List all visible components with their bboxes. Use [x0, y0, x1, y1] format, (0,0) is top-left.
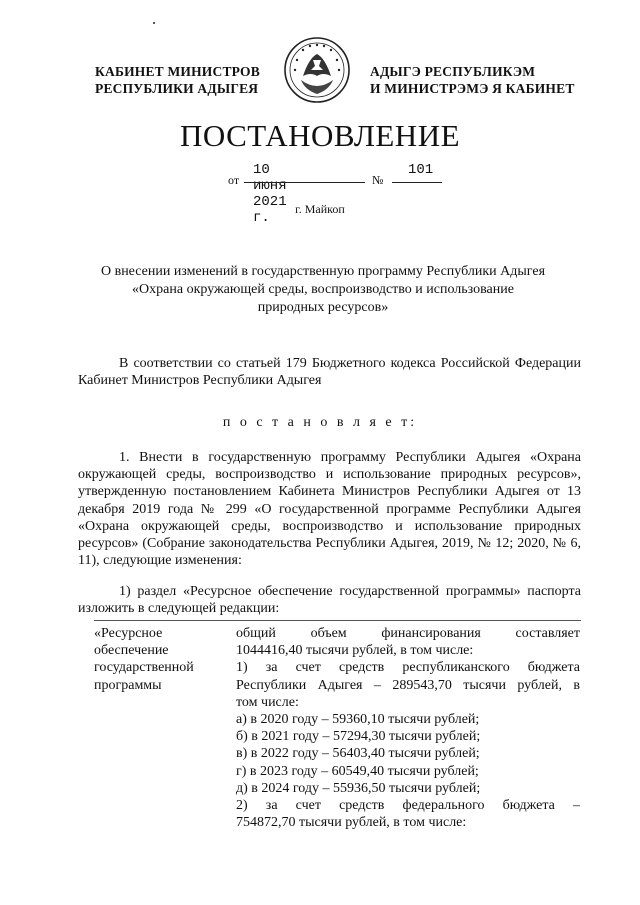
clause-1-1-paragraph: 1) раздел «Ресурсное обеспечение государственной программы» паспорта изложить в следующей редакции:: [78, 584, 581, 617]
resource-table-value-cell: [236, 625, 580, 831]
table-value-line: а) в 2020 году – 59360,10 тысячи рублей;: [236, 712, 480, 728]
subject-line-3: природных ресурсов»: [257, 300, 389, 315]
decree-date: 10 июня 2021 г.: [253, 162, 287, 226]
coat-of-arms-emblem-icon: [283, 36, 351, 104]
decree-word: п о с т а н о в л я е т:: [222, 415, 418, 430]
number-label: №: [372, 173, 384, 187]
table-value-line: Республики Адыгея – 289543,70 тысячи рублей, в: [236, 677, 580, 693]
table-value-line: 1) за счет средств республиканского бюджета: [236, 660, 580, 676]
table-label-line: обеспечение: [94, 643, 169, 659]
city-name: г. Майкоп: [295, 202, 345, 216]
subject-line-1: О внесении изменений в государственную программу Республики Адыгея: [100, 264, 546, 279]
table-label-line: государственной: [94, 660, 194, 676]
table-label-line: программы: [94, 677, 162, 693]
date-underline: [244, 182, 365, 183]
table-value-line: 2) за счет средств федерального бюджета –: [236, 798, 580, 814]
header-right-line1: АДЫГЭ РЕСПУБЛИКЭМ: [370, 64, 536, 79]
table-value-line: г) в 2023 году – 60549,40 тысячи рублей;: [236, 763, 479, 779]
decree-subject: [78, 263, 568, 317]
subject-line-2: «Охрана окружающей среды, воспроизводство и использование: [132, 282, 514, 297]
header-left-line2: РЕСПУБЛИКИ АДЫГЕЯ: [95, 81, 259, 96]
from-label: от: [228, 173, 240, 187]
table-value-line: 1044416,40 тысячи рублей, в том числе:: [236, 643, 474, 659]
header-left: [95, 63, 260, 97]
table-value-line: в) в 2022 году – 56403,40 тысячи рублей;: [236, 746, 480, 762]
header-left-line1: КАБИНЕТ МИНИСТРОВ: [95, 64, 260, 79]
table-value-line: том числе:: [236, 694, 299, 710]
table-label-line: «Ресурсное: [94, 626, 163, 641]
document-title: ПОСТАНОВЛЕНИЕ: [179, 118, 461, 153]
clause-1-paragraph: 1. Внести в государственную программу Республики Адыгея «Охрана окружающей среды, воспроизводство и использование природных ресурсов», утвержденную постановлением Кабинета Министров Республики Адыгея от 13 декабря 2019 года № 299 «О государственной программе Республики Адыгея «Охрана окружающей среды, воспроизводство и использование природных ресурсов» (Собрание законодательства Республики Адыгея, 2019, № 12; 2020, № 6, 11), следующие изменения:: [78, 450, 581, 569]
table-value-line: б) в 2021 году – 57294,30 тысячи рублей;: [236, 729, 481, 745]
header-right: [370, 63, 575, 97]
header-right-line2: И МИНИСТРЭМЭ Я КАБИНЕТ: [370, 81, 575, 96]
decree-number: 101: [408, 162, 434, 178]
table-value-line: 754872,70 тысячи рублей, в том числе:: [236, 815, 467, 831]
number-underline: [392, 182, 442, 183]
table-top-border: [94, 620, 581, 621]
scan-speck: [153, 22, 155, 24]
preamble-paragraph: В соответствии со статьей 179 Бюджетного кодекса Российской Федерации Кабинет Министров Республики Адыгея: [78, 356, 581, 389]
resource-table-label-cell: [94, 625, 224, 694]
table-value-line: общий объем финансирования составляет: [236, 626, 580, 641]
table-value-line: д) в 2024 году – 55936,50 тысячи рублей;: [236, 780, 481, 796]
